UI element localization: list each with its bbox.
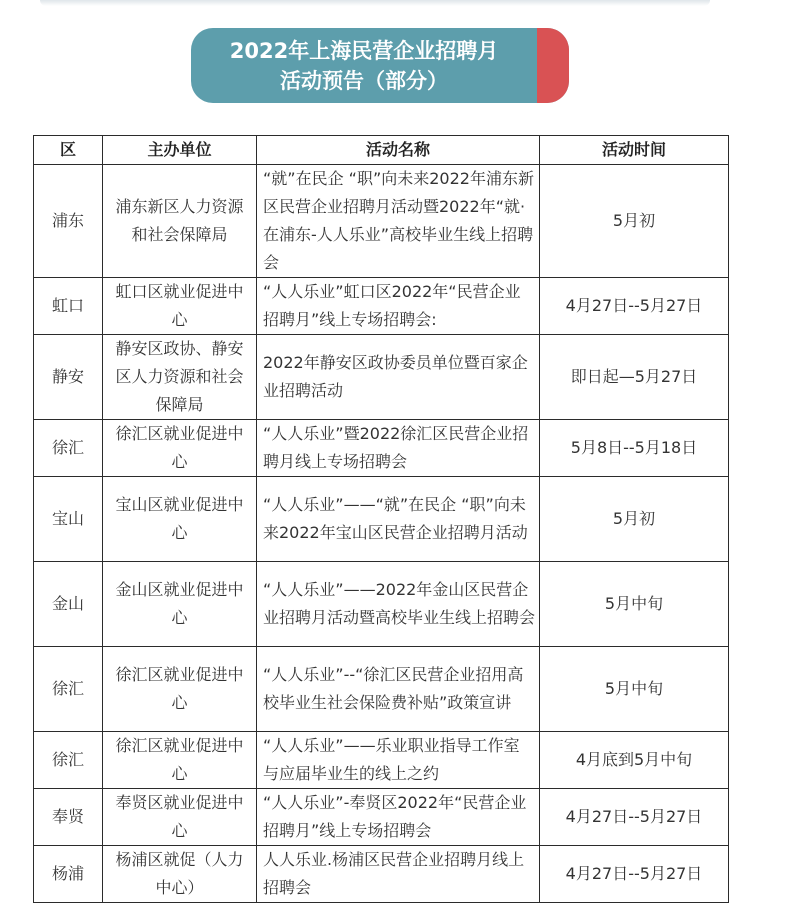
district-cell: 浦东 (34, 165, 103, 278)
table-row (34, 335, 729, 420)
organizer-cell: 金山区就业促进中心 (103, 562, 257, 647)
header-event-time: 活动时间 (540, 136, 729, 165)
event-name-cell: “人人乐业”——“就”在民企 “职”向未来2022年宝山区民营企业招聘月活动 (257, 477, 540, 562)
title-banner (191, 28, 569, 103)
district-cell: 虹口 (34, 278, 103, 335)
top-shadow (40, 0, 710, 6)
district-cell: 静安 (34, 335, 103, 420)
organizer-cell: 静安区政协、静安区人力资源和社会保障局 (103, 335, 257, 420)
event-time-cell: 4月底到5月中旬 (540, 732, 729, 789)
event-name-cell: 人人乐业.杨浦区民营企业招聘月线上招聘会 (257, 846, 540, 903)
organizer-cell: 杨浦区就促（人力中心） (103, 846, 257, 903)
district-cell: 徐汇 (34, 732, 103, 789)
banner-title-line1: 2022年上海民营企业招聘月 (229, 38, 499, 63)
header-event-name: 活动名称 (257, 136, 540, 165)
organizer-cell: 宝山区就业促进中心 (103, 477, 257, 562)
event-time-cell: 5月8日--5月18日 (540, 420, 729, 477)
event-name-cell: “人人乐业”——乐业职业指导工作室与应届毕业生的线上之约 (257, 732, 540, 789)
header-organizer: 主办单位 (103, 136, 257, 165)
banner-accent (537, 28, 569, 103)
table-row (34, 789, 729, 846)
event-name-cell: “就”在民企 “职”向未来2022年浦东新区民营企业招聘月活动暨2022年“就·在浦东-人人乐业”高校毕业生线上招聘会 (257, 165, 540, 278)
organizer-cell: 徐汇区就业促进中心 (103, 420, 257, 477)
banner-title (191, 28, 537, 103)
district-cell: 徐汇 (34, 420, 103, 477)
event-name-cell: “人人乐业”-奉贤区2022年“民营企业招聘月”线上专场招聘会 (257, 789, 540, 846)
event-time-cell: 即日起—5月27日 (540, 335, 729, 420)
district-cell: 奉贤 (34, 789, 103, 846)
event-time-cell: 4月27日--5月27日 (540, 846, 729, 903)
event-name-cell: “人人乐业”虹口区2022年“民营企业招聘月”线上专场招聘会: (257, 278, 540, 335)
header-district: 区 (34, 136, 103, 165)
banner-title-line2: 活动预告（部分） (280, 68, 448, 93)
table-row (34, 647, 729, 732)
table-row (34, 562, 729, 647)
event-time-cell: 4月27日--5月27日 (540, 789, 729, 846)
event-name-cell: “人人乐业”暨2022徐汇区民营企业招聘月线上专场招聘会 (257, 420, 540, 477)
event-time-cell: 4月27日--5月27日 (540, 278, 729, 335)
event-time-cell: 5月中旬 (540, 647, 729, 732)
table-row (34, 165, 729, 278)
table-row (34, 732, 729, 789)
district-cell: 宝山 (34, 477, 103, 562)
event-schedule-table (33, 135, 729, 903)
district-cell: 杨浦 (34, 846, 103, 903)
district-cell: 金山 (34, 562, 103, 647)
organizer-cell: 浦东新区人力资源和社会保障局 (103, 165, 257, 278)
table-row (34, 420, 729, 477)
event-time-cell: 5月初 (540, 477, 729, 562)
table-row (34, 477, 729, 562)
organizer-cell: 徐汇区就业促进中心 (103, 647, 257, 732)
table-header-row (34, 136, 729, 165)
event-time-cell: 5月初 (540, 165, 729, 278)
event-name-cell: “人人乐业”--“徐汇区民营企业招用高校毕业生社会保险费补贴”政策宣讲 (257, 647, 540, 732)
table-row (34, 846, 729, 903)
event-time-cell: 5月中旬 (540, 562, 729, 647)
event-name-cell: “人人乐业”——2022年金山区民营企业招聘月活动暨高校毕业生线上招聘会 (257, 562, 540, 647)
organizer-cell: 奉贤区就业促进中心 (103, 789, 257, 846)
district-cell: 徐汇 (34, 647, 103, 732)
organizer-cell: 徐汇区就业促进中心 (103, 732, 257, 789)
organizer-cell: 虹口区就业促进中心 (103, 278, 257, 335)
table-row (34, 278, 729, 335)
event-name-cell: 2022年静安区政协委员单位暨百家企业招聘活动 (257, 335, 540, 420)
